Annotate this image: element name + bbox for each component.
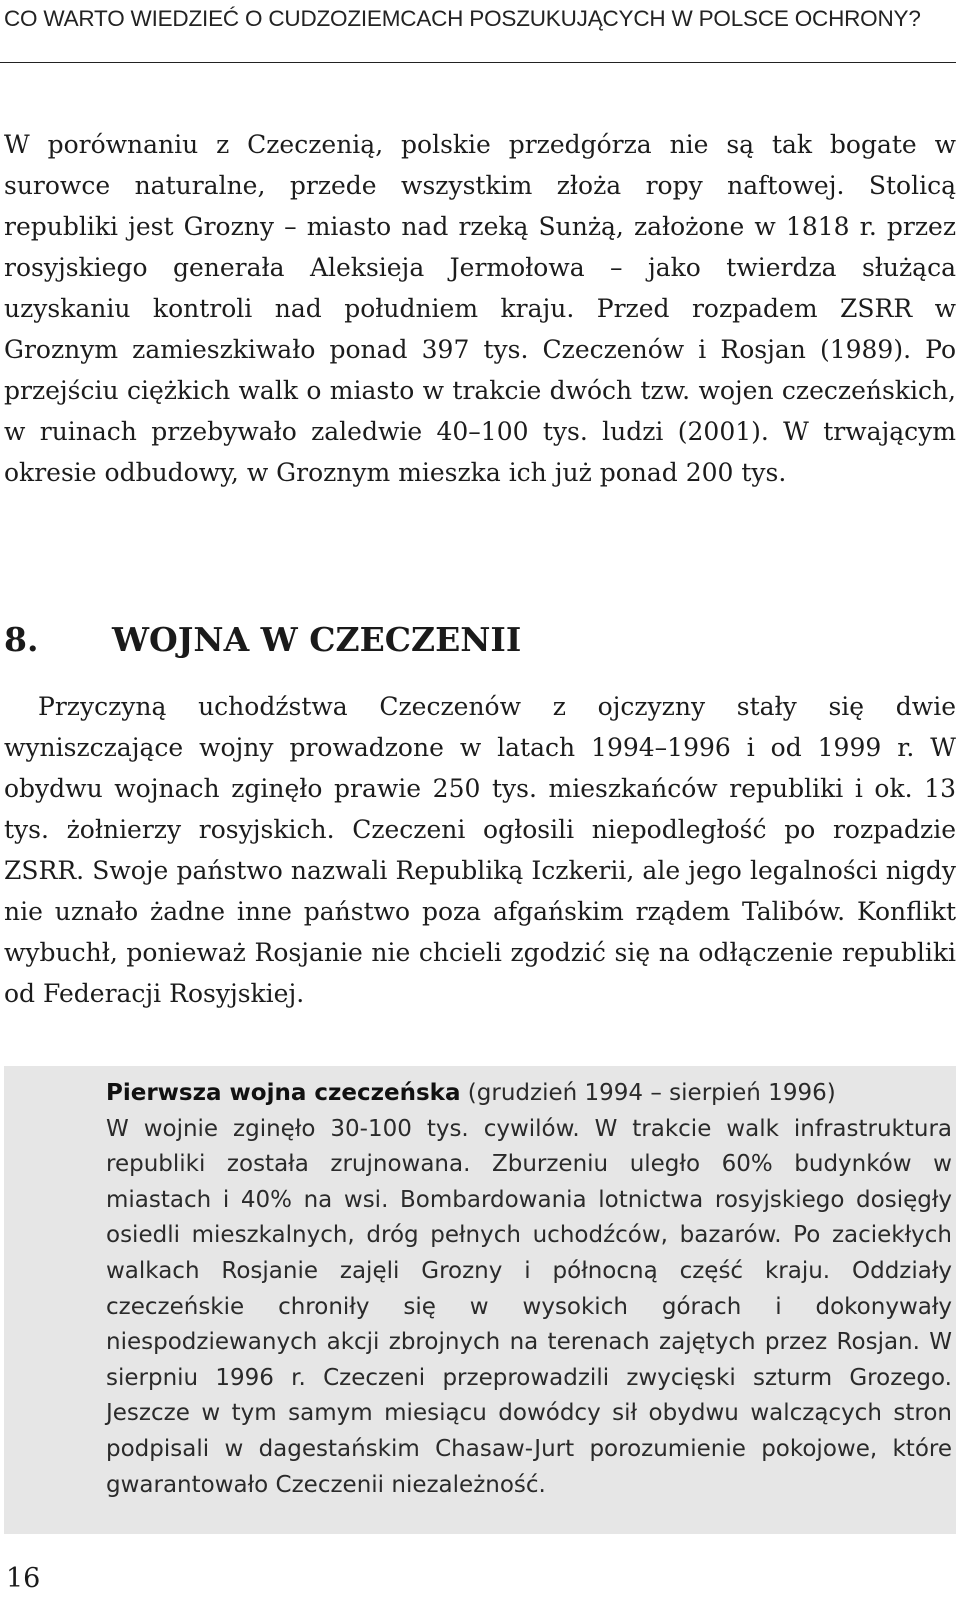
running-header: CO WARTO WIEDZIEĆ O CUDZOZIEMCACH POSZUKUJĄCYCH W POLSCE OCHRONY? <box>4 6 921 31</box>
page-number: 16 <box>6 1563 41 1594</box>
info-box-text: W wojnie zginęło 30-100 tys. cywilów. W trakcie walk infrastruktura republiki została zrujnowana. Zburzeniu uległo 60% budynków w miastach i 40% na wsi. Bombardowania lotnictwa rosyjskiego dosięgły osiedli mieszkalnych, dróg pełnych uchodźców, bazarów. Po zaciekłych walkach Rosjanie zajęli Grozny i północną część kraju. Oddziały czeczeńskie chroniły się w wysokich górach i dokonywały niespodziewanych akcji zbrojnych na terenach zajętych przez Rosjan. W sierpniu 1996 r. Czeczeni przeprowadzili zwycięski szturm Grozego. Jeszcze w tym samym miesiącu dowódcy sił obydwu walczących stron podpisali w dagestańskim Chasaw-Jurt porozumienie pokojowe, które gwarantowało Czeczenii niezależność. <box>106 1115 952 1498</box>
section-title: WOJNA W CZECZENII <box>112 620 522 659</box>
header-rule <box>0 62 956 63</box>
section-number: 8. <box>4 620 39 659</box>
section-paragraph: Przyczyną uchodźstwa Czeczenów z ojczyzny stały się dwie wyniszczające wojny prowadzone w latach 1994–1996 i od 1999 r. W obydwu wojnach zginęło prawie 250 tys. mieszkańców republiki i ok. 13 tys. żołnierzy rosyjskich. Czeczeni ogłosili niepodległość po rozpadzie ZSRR. Swoje państwo nazwali Republiką Iczkerii, ale jego legalności nigdy nie uznało żadne inne państwo poza afgańskim rządem Talibów. Konflikt wybuchł, ponieważ Rosjanie nie chcieli zgodzić się na odłączenie republiki od Federacji Rosyjskiej. <box>4 692 956 1008</box>
intro-paragraph: W porównaniu z Czeczenią, polskie przedgórza nie są tak bogate w surowce naturalne, przede wszystkim złoża ropy naftowej. Stolicą republiki jest Grozny – miasto nad rzeką Sunżą, założone w 1818 r. przez rosyjskiego generała Aleksieja Jermołowa – jako twierdza służąca uzyskaniu kontroli nad południem kraju. Przed rozpadem ZSRR w Groznym zamieszkiwało ponad 397 tys. Czeczenów i Rosjan (1989). Po przejściu ciężkich walk o miasto w trakcie dwóch tzw. wojen czeczeńskich, w ruinach przebywało zaledwie 40–100 tys. ludzi (2001). W trwającym okresie odbudowy, w Groznym mieszka ich już ponad 200 tys. <box>4 130 956 487</box>
info-box-heading: Pierwsza wojna czeczeńska <box>106 1080 461 1106</box>
info-box-date-range: (grudzień 1994 – sierpień 1996) <box>460 1080 836 1106</box>
info-box <box>106 1076 952 1503</box>
section-heading <box>4 620 521 659</box>
